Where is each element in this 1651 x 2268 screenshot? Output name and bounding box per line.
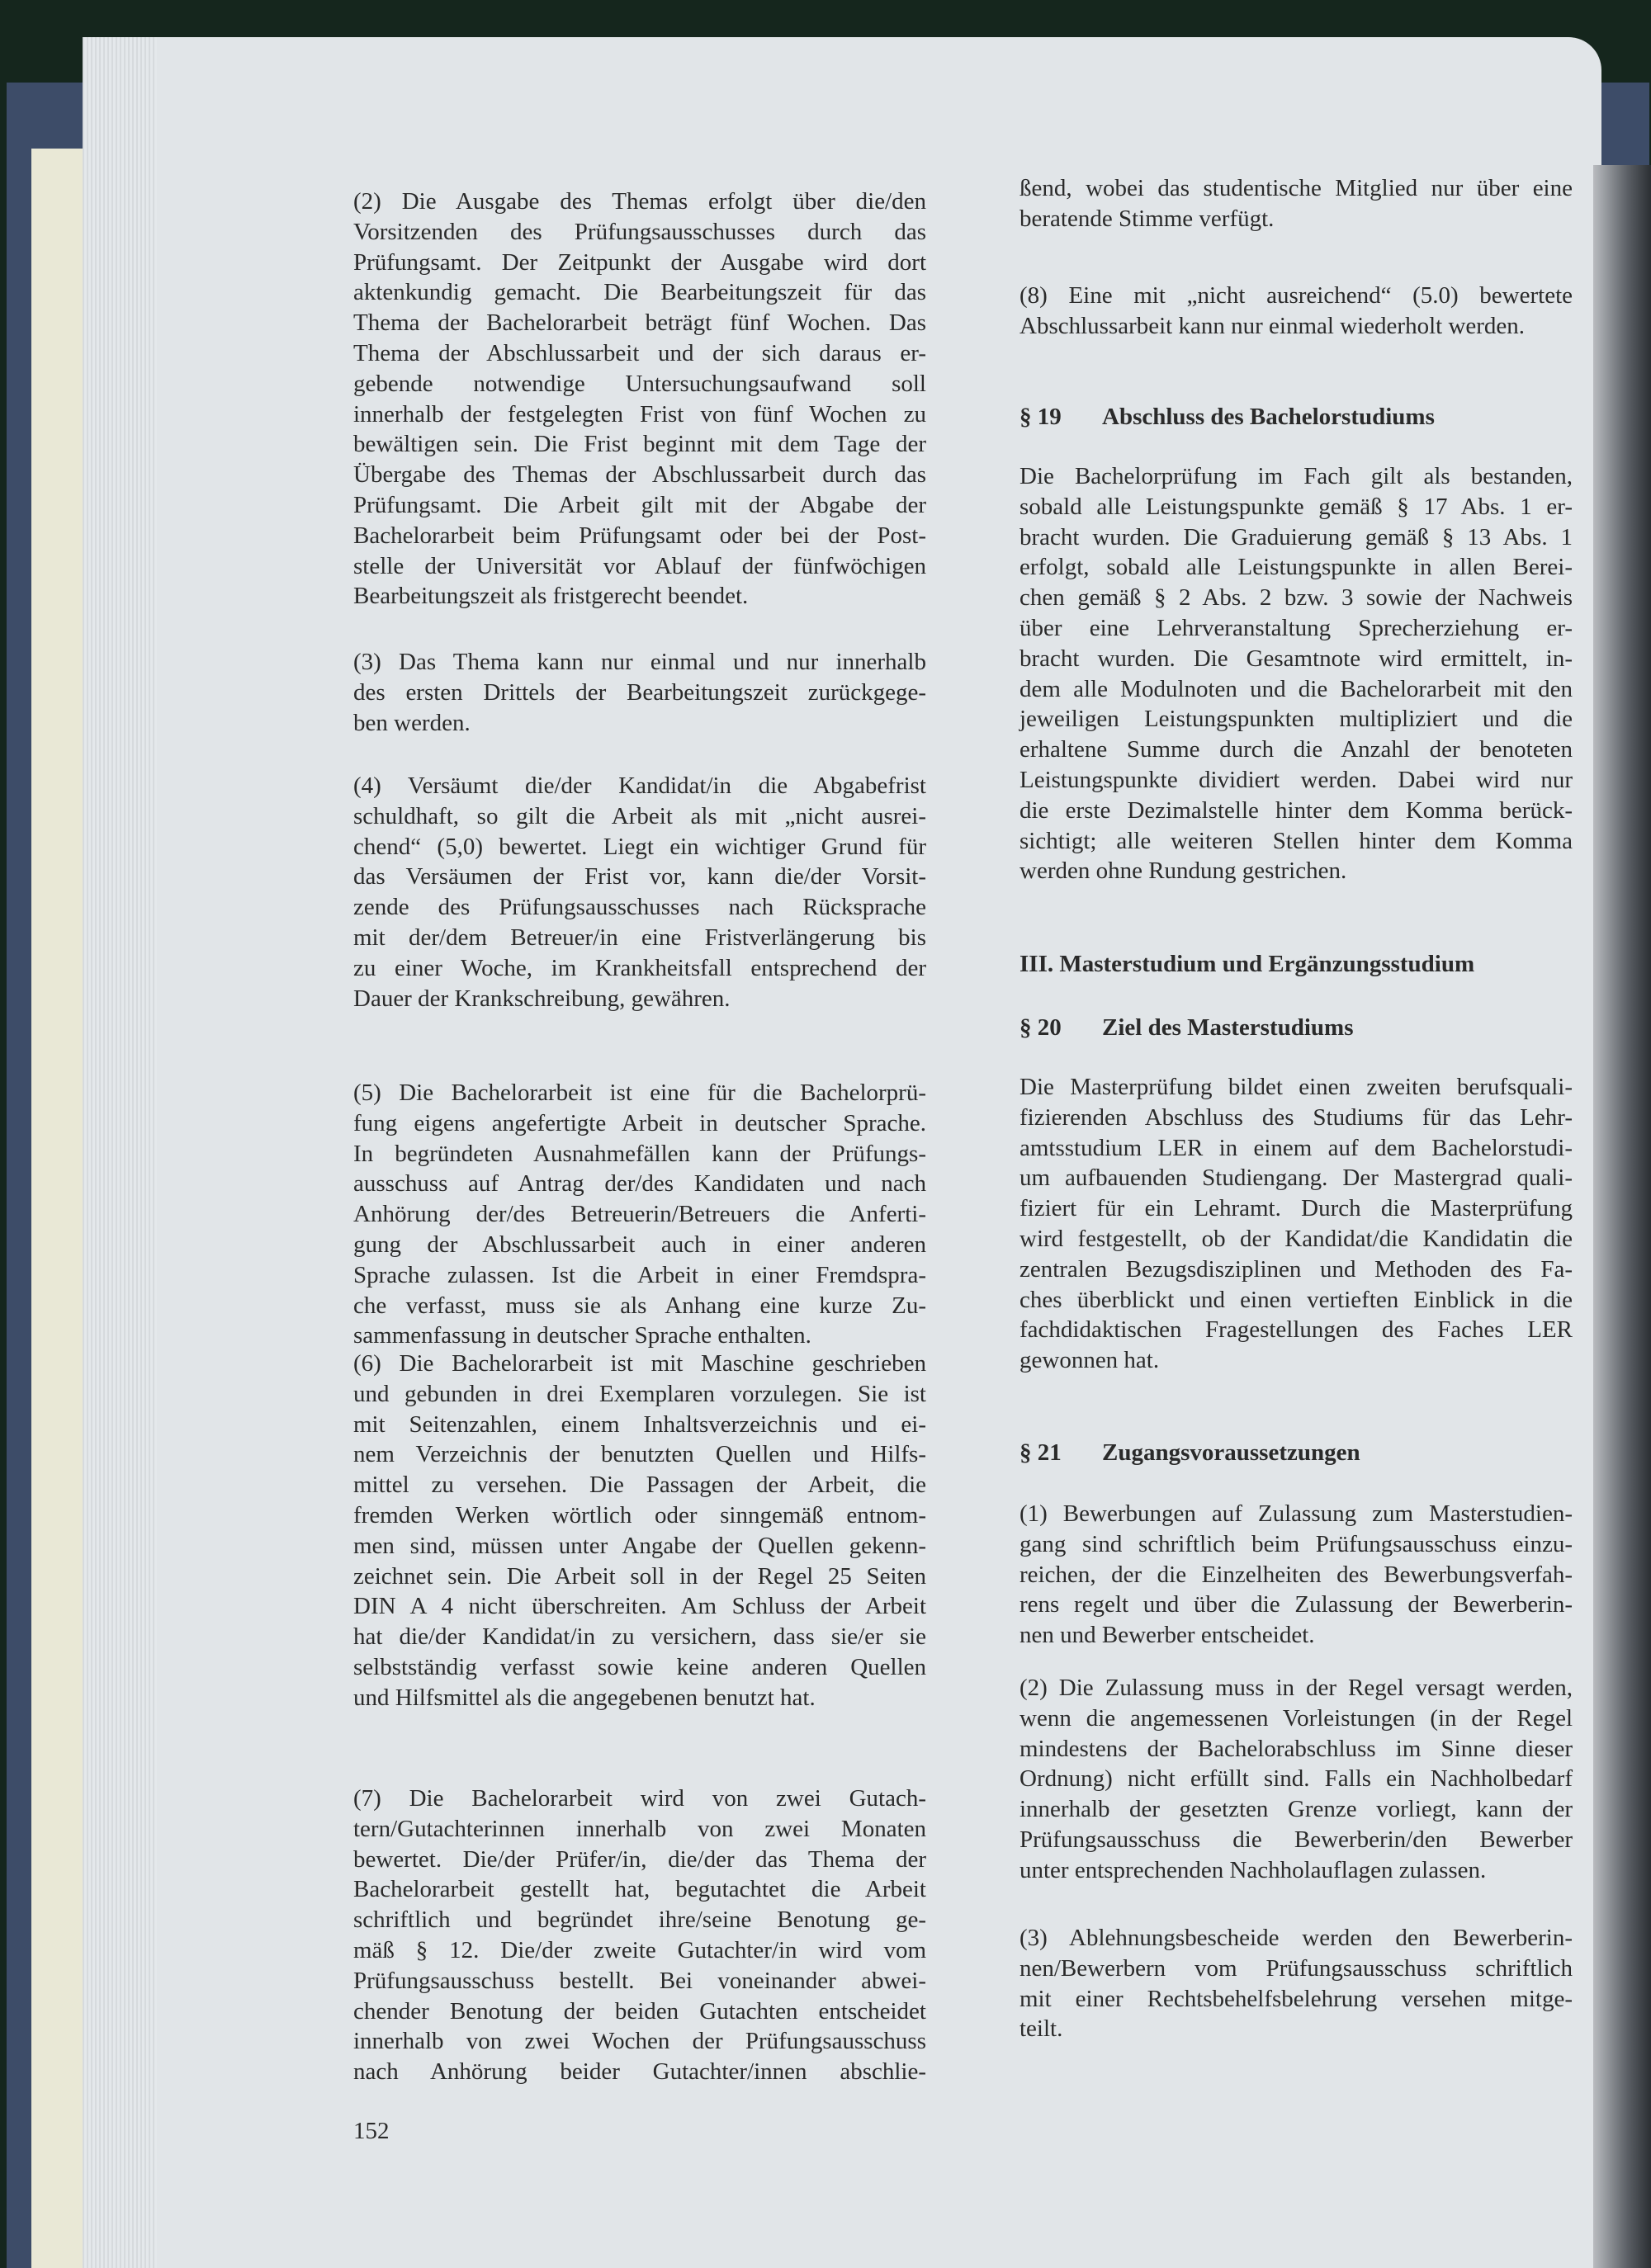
text-line: (1) Bewerbungen auf Zulassung zum Masterstudien- — [1019, 1500, 1573, 1527]
text-line: fizierenden Abschluss des Studiums für das Lehr- — [1019, 1103, 1573, 1131]
text-line: Leistungspunkte dividiert werden. Dabei wird nur — [1019, 766, 1573, 793]
text-line: sichtigt; alle weiteren Stellen hinter dem Komma — [1019, 827, 1573, 854]
text-line: werden ohne Rundung gestrichen. — [1019, 858, 1347, 885]
text-line: (2) Die Ausgabe des Themas erfolgt über die/den — [353, 188, 926, 215]
text-line: chend“ (5,0) bewertet. Liegt ein wichtiger Grund für — [353, 833, 926, 860]
text-line: nem Verzeichnis der benutzten Quellen und Hilfs- — [353, 1441, 926, 1468]
text-line: zentralen Bezugsdisziplinen und Methoden des Fa- — [1019, 1255, 1573, 1283]
section-21-heading — [1019, 1438, 1573, 1468]
text-line: jeweiligen Leistungspunkten multipliziert und die — [1019, 706, 1573, 733]
section-19-heading — [1019, 402, 1573, 432]
section-number: § 21 — [1019, 1439, 1062, 1466]
text-line: Anhörung der/des Betreuerin/Betreuers die Anferti- — [353, 1201, 926, 1228]
text-line: (3) Das Thema kann nur einmal und nur innerhalb — [353, 649, 926, 675]
text-line: erfolgt, sobald alle Leistungspunkte in allen Berei- — [1019, 554, 1573, 581]
paragraph-7-continued — [1019, 173, 1573, 234]
text-line: tern/Gutachterinnen innerhalb von zwei Monaten — [353, 1815, 926, 1842]
paragraph-7 — [353, 1784, 926, 2087]
text-line: fachdidaktischen Fragestellungen des Faches LER — [1019, 1316, 1573, 1344]
text-line: sobald alle Leistungspunkte gemäß § 17 Abs. 1 er- — [1019, 493, 1573, 520]
text-line: chender Benotung der beiden Gutachten entscheidet — [353, 1997, 926, 2025]
text-line: bracht wurden. Die Gesamtnote wird ermittelt, in- — [1019, 645, 1573, 672]
page-stack — [83, 37, 157, 2268]
text-line: mit einer Rechtsbehelfsbelehrung versehen mitge- — [1019, 1985, 1573, 2012]
text-line: unter entsprechenden Nachholauflagen zulassen. — [1019, 1856, 1487, 1883]
text-line: schriftlich und begründet ihre/seine Benotung ge- — [353, 1907, 926, 1934]
text-line: des ersten Drittels der Bearbeitungszeit zurückgege- — [353, 678, 926, 706]
text-line: In begründeten Ausnahmefällen kann der Prüfungs- — [353, 1140, 926, 1167]
text-line: Abschlussarbeit kann nur einmal wiederholt werden. — [1019, 312, 1526, 339]
text-line: wird festgestellt, ob der Kandidat/die Kandidatin die — [1019, 1225, 1573, 1252]
text-line: DIN A 4 nicht überschreiten. Am Schluss der Arbeit — [353, 1593, 926, 1620]
text-line: und gebunden in drei Exemplaren vorzulegen. Sie ist — [353, 1380, 926, 1407]
text-line: schuldhaft, so gilt die Arbeit als mit „nicht ausrei- — [353, 802, 926, 829]
text-line: gung der Abschlussarbeit auch in einer anderen — [353, 1231, 926, 1258]
text-line: aktenkundig gemacht. Die Bearbeitungszeit für das — [353, 279, 926, 306]
section-21-paragraph-1 — [1019, 1499, 1573, 1651]
paragraph-3 — [353, 647, 926, 738]
text-line: Prüfungsamt. Der Zeitpunkt der Ausgabe wird dort — [353, 248, 926, 276]
text-line: che verfasst, muss sie als Anhang eine kurze Zu- — [353, 1292, 926, 1319]
text-line: innerhalb von zwei Wochen der Prüfungsausschuss — [353, 2028, 926, 2055]
text-line: Thema der Bachelorarbeit beträgt fünf Wochen. Das — [353, 309, 926, 337]
text-line: reichen, der die Einzelheiten des Bewerbungsverfah- — [1019, 1561, 1573, 1588]
text-line: beratende Stimme verfügt. — [1019, 205, 1275, 232]
text-line: stelle der Universität vor Ablauf der fünfwöchigen — [353, 552, 926, 579]
text-line: selbstständig verfasst sowie keine anderen Quellen — [353, 1653, 926, 1680]
text-line: (6) Die Bachelorarbeit ist mit Maschine geschrieben — [353, 1350, 926, 1377]
paragraph-8 — [1019, 281, 1573, 342]
text-line: zeichnet sein. Die Arbeit soll in der Regel 25 Seiten — [353, 1562, 926, 1590]
text-line: das Versäumen der Frist vor, kann die/der Vorsit- — [353, 863, 926, 891]
text-line: fiziert für ein Lehramt. Durch die Masterprüfung — [1019, 1195, 1573, 1222]
section-title: Ziel des Masterstudiums — [1102, 1014, 1354, 1041]
section-20-heading — [1019, 1013, 1573, 1043]
text-line: die erste Dezimalstelle hinter dem Komma berück- — [1019, 796, 1573, 824]
paragraph-4 — [353, 771, 926, 1014]
text-line: Bearbeitungszeit als fristgerecht beendet. — [353, 583, 749, 610]
paragraph-2 — [353, 187, 926, 612]
text-line: (7) Die Bachelorarbeit wird von zwei Gutach- — [353, 1785, 926, 1812]
text-line: Bachelorarbeit beim Prüfungsamt oder bei der Post- — [353, 522, 926, 549]
text-line: innerhalb der festgelegten Frist von fünf Wochen zu — [353, 400, 926, 428]
part-3-heading: III. Masterstudium und Ergänzungsstudium — [1019, 951, 1475, 977]
text-line: erhaltene Summe durch die Anzahl der benoteten — [1019, 736, 1573, 763]
text-line: ausschuss auf Antrag der/des Kandidaten und nach — [353, 1170, 926, 1198]
text-line: mindestens der Bachelorabschluss im Sinne dieser — [1019, 1735, 1573, 1762]
section-20-text — [1019, 1072, 1573, 1376]
text-line: zu einer Woche, im Krankheitsfall entsprechend der — [353, 954, 926, 981]
text-line: Prüfungsausschuss die Bewerberin/den Bewerber — [1019, 1826, 1573, 1853]
section-number: § 20 — [1019, 1014, 1062, 1041]
text-line: Die Masterprüfung bildet einen zweiten berufsquali- — [1019, 1074, 1573, 1100]
text-line: mäß § 12. Die/der zweite Gutachter/in wird vom — [353, 1936, 926, 1963]
text-line: nen/Bewerbern vom Prüfungsausschuss schriftlich — [1019, 1954, 1573, 1982]
text-line: Übergabe des Themas der Abschlussarbeit durch das — [353, 461, 926, 489]
text-line: rens regelt und über die Zulassung der Bewerberin- — [1019, 1591, 1573, 1618]
text-line: bewältigen sein. Die Frist beginnt mit dem Tage der — [353, 431, 926, 458]
text-line: teilt. — [1019, 2015, 1063, 2043]
text-line: (3) Ablehnungsbescheide werden den Bewerberin- — [1019, 1925, 1573, 1951]
text-line: chen gemäß § 2 Abs. 2 bzw. 3 sowie der Nachweis — [1019, 584, 1573, 612]
text-line: fung eigens angefertigte Arbeit in deutscher Sprache. — [353, 1109, 926, 1136]
text-line: amtsstudium LER in einem auf dem Bachelorstudi- — [1019, 1134, 1573, 1161]
text-line: nen und Bewerber entscheidet. — [1019, 1622, 1315, 1649]
text-line: Prüfungsamt. Die Arbeit gilt mit der Abgabe der — [353, 491, 926, 518]
text-line: Die Bachelorprüfung im Fach gilt als bestanden, — [1019, 463, 1573, 489]
section-title: Abschluss des Bachelorstudiums — [1102, 404, 1435, 430]
text-line: wenn die angemessenen Vorleistungen (in der Regel — [1019, 1704, 1573, 1732]
text-line: bracht wurden. Die Graduierung gemäß § 13 Abs. 1 — [1019, 523, 1573, 550]
section-title: Zugangsvoraussetzungen — [1102, 1439, 1360, 1466]
text-line: bewertet. Die/der Prüfer/in, die/der das Thema der — [353, 1845, 926, 1873]
text-line: Sprache zulassen. Ist die Arbeit in einer Fremdspra- — [353, 1261, 926, 1288]
text-line: um aufbauenden Studiengang. Der Mastergrad quali- — [1019, 1165, 1573, 1192]
text-line: Dauer der Krankschreibung, gewähren. — [353, 985, 731, 1012]
text-line: Prüfungsausschuss bestellt. Bei voneinander abwei- — [353, 1967, 926, 1994]
text-line: ches überblickt und einen vertieften Einblick in die — [1019, 1286, 1573, 1313]
paragraph-6 — [353, 1349, 926, 1713]
text-line: Bachelorarbeit gestellt hat, begutachtet die Arbeit — [353, 1876, 926, 1903]
section-21-paragraph-3 — [1019, 1923, 1573, 2044]
page-edges — [31, 149, 89, 2268]
text-line: (4) Versäumt die/der Kandidat/in die Abgabefrist — [353, 773, 926, 799]
text-line: fremden Werken wörtlich oder sinngemäß entnom- — [353, 1501, 926, 1529]
text-line: gewonnen hat. — [1019, 1347, 1160, 1374]
text-line: und Hilfsmittel als die angegebenen benutzt hat. — [353, 1684, 816, 1711]
text-line: innerhalb der gesetzten Grenze vorliegt, kann der — [1019, 1796, 1573, 1823]
text-line: men sind, müssen unter Angabe der Quellen gekenn- — [353, 1532, 926, 1559]
text-line: gang sind schriftlich beim Prüfungsausschuss einzu- — [1019, 1530, 1573, 1557]
text-line: zende des Prüfungsausschusses nach Rücksprache — [353, 894, 926, 921]
section-number: § 19 — [1019, 404, 1062, 430]
text-line: (5) Die Bachelorarbeit ist eine für die Bachelorprü- — [353, 1080, 926, 1106]
text-line: Vorsitzenden des Prüfungsausschusses durch das — [353, 218, 926, 245]
text-line: Thema der Abschlussarbeit und der sich daraus er- — [353, 339, 926, 366]
paragraph-5 — [353, 1078, 926, 1351]
text-line: gebende notwendige Untersuchungsaufwand soll — [353, 370, 926, 397]
text-line: (8) Eine mit „nicht ausreichend“ (5.0) bewertete — [1019, 282, 1573, 309]
page-number: 152 — [353, 2118, 390, 2144]
text-line: dem alle Modulnoten und die Bachelorarbeit mit den — [1019, 675, 1573, 702]
text-line: mit der/dem Betreuer/in eine Fristverlängerung bis — [353, 924, 926, 951]
text-line: ßend, wobei das studentische Mitglied nur über eine — [1019, 175, 1573, 201]
text-line: Ordnung) nicht erfüllt sind. Falls ein Nachholbedarf — [1019, 1765, 1573, 1793]
text-line: (2) Die Zulassung muss in der Regel versagt werden, — [1019, 1675, 1573, 1701]
text-line: hat die/der Kandidat/in zu versichern, dass sie/er sie — [353, 1623, 926, 1651]
text-line: ben werden. — [353, 709, 471, 736]
right-shadow — [1593, 165, 1651, 2268]
text-line: mit Seitenzahlen, einem Inhaltsverzeichnis und ei- — [353, 1410, 926, 1438]
text-line: nach Anhörung beider Gutachter/innen abschlie- — [353, 2058, 926, 2086]
text-line: über eine Lehrveranstaltung Sprecherziehung er- — [1019, 614, 1573, 641]
text-line: sammenfassung in deutscher Sprache enthalten. — [353, 1322, 811, 1349]
section-21-paragraph-2 — [1019, 1673, 1573, 1886]
text-line: mittel zu versehen. Die Passagen der Arbeit, die — [353, 1472, 926, 1499]
section-19-text — [1019, 461, 1573, 886]
